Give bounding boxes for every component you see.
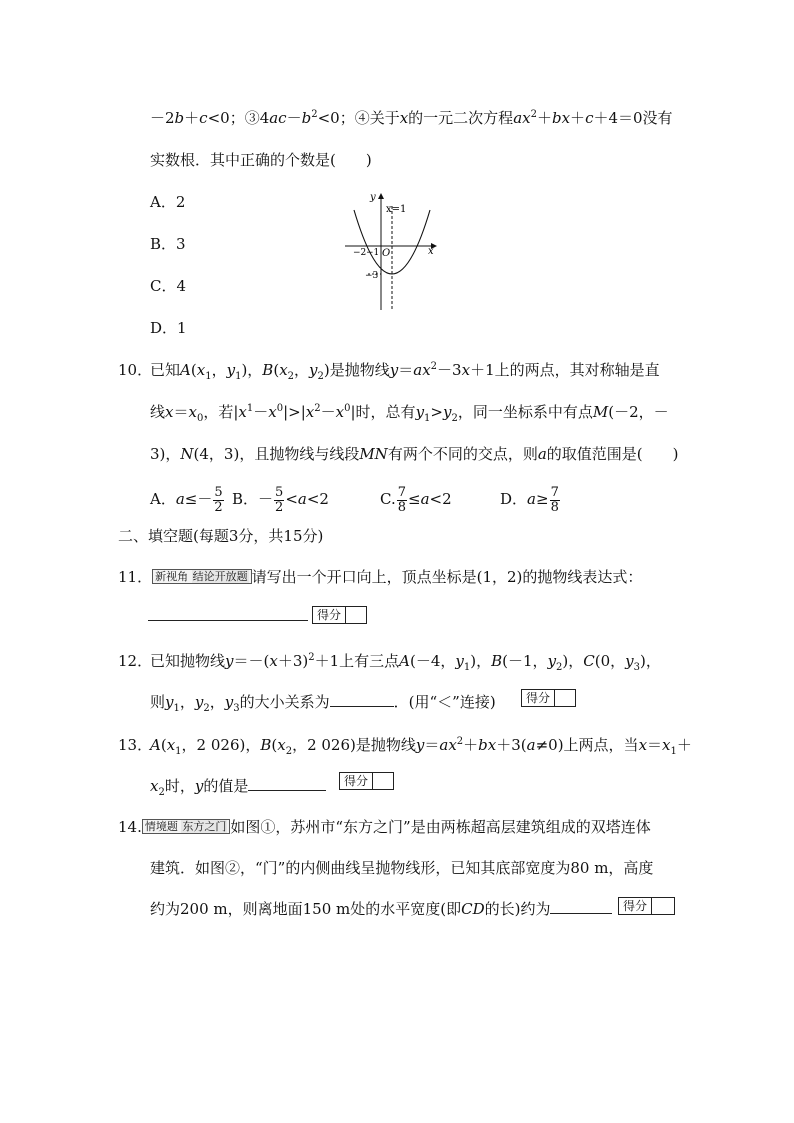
q13-line1: $A(x_1$，2 026)，$B(x_2$，2 026)是抛物线$y=ax^2+bx+3(a\ne 0)$上两点，当$x=x_1+$ xyxy=(150,736,692,757)
graph-origin-label: O xyxy=(382,248,391,259)
q13-answer-blank[interactable] xyxy=(248,776,326,791)
q9-line2: 实数根．其中正确的个数是( ) xyxy=(150,151,372,169)
q9-line1: －2b＋c<0；$③4ac-b^2<0$；④关于x的一元二次方程$ax^2+bx+c+4=0$没有 xyxy=(150,109,673,127)
q12-answer-blank[interactable] xyxy=(330,692,394,707)
q11-tag: 新视角 结论开放题 xyxy=(152,569,252,584)
q11-number: 11． xyxy=(118,568,153,586)
section-heading: 二、填空题(每题3分，共15分) xyxy=(118,527,324,545)
q9-parabola-graph xyxy=(340,188,450,313)
q10-line1: 已知$A(x_1$，$y_1$)，$B(x_2$，$y_2$)是抛物线$y=ax^2-3x+1$上的两点，其对称轴是直 xyxy=(150,361,660,382)
graph-tick-neg3: −3 xyxy=(365,271,379,281)
q14-line1: 14. 情境题 东方之门 如图①，苏州市“东方之门”是由两栋超高层建筑组成的双塔连体 xyxy=(118,818,651,836)
graph-tick-neg1: −1 xyxy=(366,248,380,258)
q11-answer-line xyxy=(148,606,308,626)
q10-option-c-fraction: $\frac{7}{8}$ xyxy=(397,484,406,515)
q14-score-box: 得分 xyxy=(618,897,675,915)
q11-text: 请写出一个开口向上，顶点坐标是(1，2)的抛物线表达式： xyxy=(251,568,643,586)
q10-line3: 3)，N(4，3)，且抛物线与线段MN有两个不同的交点，则a的取值范围是( ) xyxy=(150,445,679,463)
graph-symmetry-label: x=1 xyxy=(386,204,407,215)
q10-option-a[interactable]: A．a≤－ $\frac{5}{2}$ xyxy=(150,484,223,515)
q10-line2: 线$x=x_0$，若$|x^1-x^0|>|x^2-x^0|$时，总有$y_1>y_2$，同一坐标系中有点M(－2，－ xyxy=(150,403,669,424)
q9-option-a[interactable]: A．2 xyxy=(150,193,186,211)
q12-line2: 则$y_1$，$y_2$，$y_3$的大小关系为 ．(用“＜”连接) xyxy=(150,693,496,714)
q10-option-a-fraction: $\frac{5}{2}$ xyxy=(214,484,223,515)
q9-option-b[interactable]: B．3 xyxy=(150,235,186,253)
q10-option-b-fraction: $\frac{5}{2}$ xyxy=(275,484,284,515)
q11-answer-blank[interactable] xyxy=(148,606,308,621)
q10-option-b[interactable]: B．－ $\frac{5}{2}$ <a<2 xyxy=(232,484,329,515)
q11-score-box: 得分 xyxy=(312,606,367,624)
q14-number: 14. xyxy=(118,818,142,836)
q14-line2: 建筑．如图②，“门”的内侧曲线呈抛物线形，已知其底部宽度为80 m，高度 xyxy=(150,859,654,877)
graph-y-label: y xyxy=(370,192,376,203)
q13-line2: $x_2$时，y的值是 xyxy=(150,776,326,796)
q13-score-box: 得分 xyxy=(339,772,394,790)
q9-option-c[interactable]: C．4 xyxy=(150,277,187,295)
q12-score-box: 得分 xyxy=(521,689,576,707)
q10-option-c[interactable]: C. $\frac{7}{8}$ ≤a<2 xyxy=(380,484,452,515)
q9-option-d[interactable]: D．1 xyxy=(150,319,187,337)
graph-x-label: x xyxy=(428,246,434,257)
q12-line1: 已知抛物线$y=-(x+3)^2+1$上有三点A(－4，$y_1$)，B(－1，$y_2$)，C(0，$y_3$)， xyxy=(150,652,661,673)
q14-tag: 情境题 东方之门 xyxy=(142,819,231,834)
q12-number: 12． xyxy=(118,652,153,670)
q10-option-d[interactable]: D．a≥ $\frac{7}{8}$ xyxy=(500,484,559,515)
graph-tick-neg2: −2 xyxy=(353,248,367,258)
q11-line1 xyxy=(118,567,642,587)
q14-line3: 约为200 m，则离地面150 m处的水平宽度(即CD的长)约为 xyxy=(150,899,612,919)
q10-option-d-fraction: $\frac{7}{8}$ xyxy=(550,484,559,515)
q10-number: 10． xyxy=(118,361,153,379)
q14-answer-blank[interactable] xyxy=(550,899,612,914)
q13-number: 13． xyxy=(118,736,153,754)
